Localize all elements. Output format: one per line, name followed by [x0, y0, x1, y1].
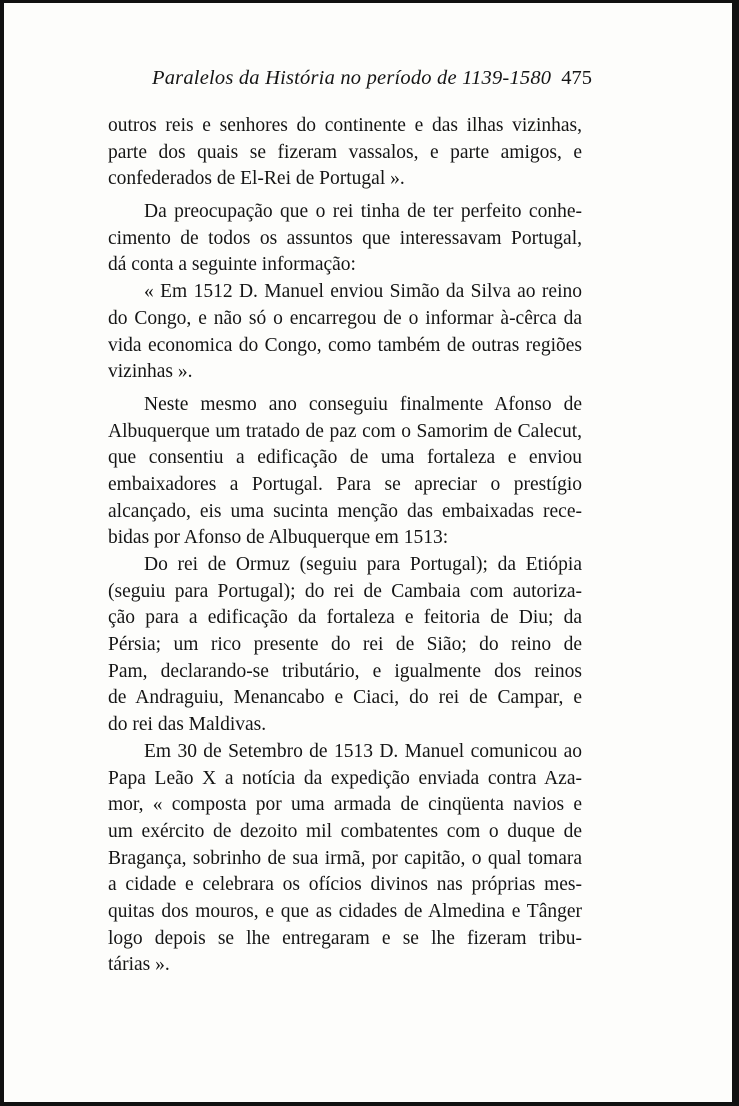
- text-line: tárias ».: [108, 954, 170, 976]
- text-line: vida economica do Congo, como também de outras regiões: [108, 334, 582, 356]
- running-head: [152, 65, 592, 99]
- text-line: de Andraguiu, Menancabo e Ciaci, do rei de Campar, e: [108, 687, 582, 709]
- text-line: cimento de todos os assuntos que interessavam Portugal,: [108, 227, 582, 249]
- text-line: logo depois se lhe entregaram e se lhe fizeram tribu-: [108, 927, 582, 949]
- page-number: 475: [561, 67, 592, 89]
- text-line: Em 30 de Setembro de 1513 D. Manuel comunicou ao: [144, 740, 582, 762]
- text-line: confederados de El-Rei de Portugal ».: [108, 168, 405, 190]
- text-line: a cidade e celebrara os ofícios divinos nas próprias mes-: [108, 874, 582, 896]
- text-line: Albuquerque um tratado de paz com o Samorim de Calecut,: [108, 420, 582, 442]
- text-line: Do rei de Ormuz (seguiu para Portugal); da Etiópia: [144, 554, 582, 575]
- text-line: ção para a edificação da fortaleza e feitoria de Diu; da: [108, 607, 582, 629]
- text-line: Neste mesmo ano conseguiu finalmente Afonso de: [144, 393, 582, 415]
- text-line: Da preocupação que o rei tinha de ter perfeito conhe-: [144, 201, 582, 223]
- body-text: [108, 113, 582, 979]
- text-line: do rei das Maldivas.: [108, 714, 267, 736]
- text-line: parte dos quais se fizeram vassalos, e parte amigos, e: [108, 141, 582, 163]
- text-line: vizinhas ».: [108, 361, 193, 383]
- text-line: Pam, declarando-se tributário, e igualmente dos reinos: [108, 660, 582, 682]
- text-line: mor, « composta por uma armada de cinqüenta navios e: [108, 794, 582, 816]
- text-line: « Em 1512 D. Manuel enviou Simão da Silva ao reino: [144, 281, 582, 303]
- text-line: embaixadores a Portugal. Para se apreciar o prestígio: [108, 473, 582, 495]
- text-line: dá conta a seguinte informação:: [108, 254, 356, 276]
- text-line: quitas dos mouros, e que as cidades de Almedina e Tânger: [108, 900, 582, 922]
- text-line: Bragança, sobrinho de sua irmã, por capitão, o qual tomara: [108, 847, 582, 869]
- text-line: um exército de dezoito mil combatentes com o duque de: [108, 820, 582, 842]
- text-line: (seguiu para Portugal); do rei de Cambaia com autoriza-: [108, 580, 582, 602]
- text-line: Papa Leão X a notícia da expedição enviada contra Aza-: [108, 767, 582, 789]
- text-line: Pérsia; um rico presente do rei de Sião; do reino de: [108, 634, 582, 656]
- running-title: Paralelos da História no período de 1139-1580: [152, 67, 552, 89]
- text-line: que consentiu a edificação de uma fortaleza e enviou: [108, 447, 582, 469]
- text-line: do Congo, e não só o encarregou de o informar à-cêrca da: [108, 307, 582, 329]
- text-line: alcançado, eis uma sucinta menção das embaixadas rece-: [108, 500, 582, 522]
- text-line: bidas por Afonso de Albuquerque em 1513:: [108, 527, 449, 549]
- text-line: outros reis e senhores do continente e das ilhas vizinhas,: [108, 115, 582, 136]
